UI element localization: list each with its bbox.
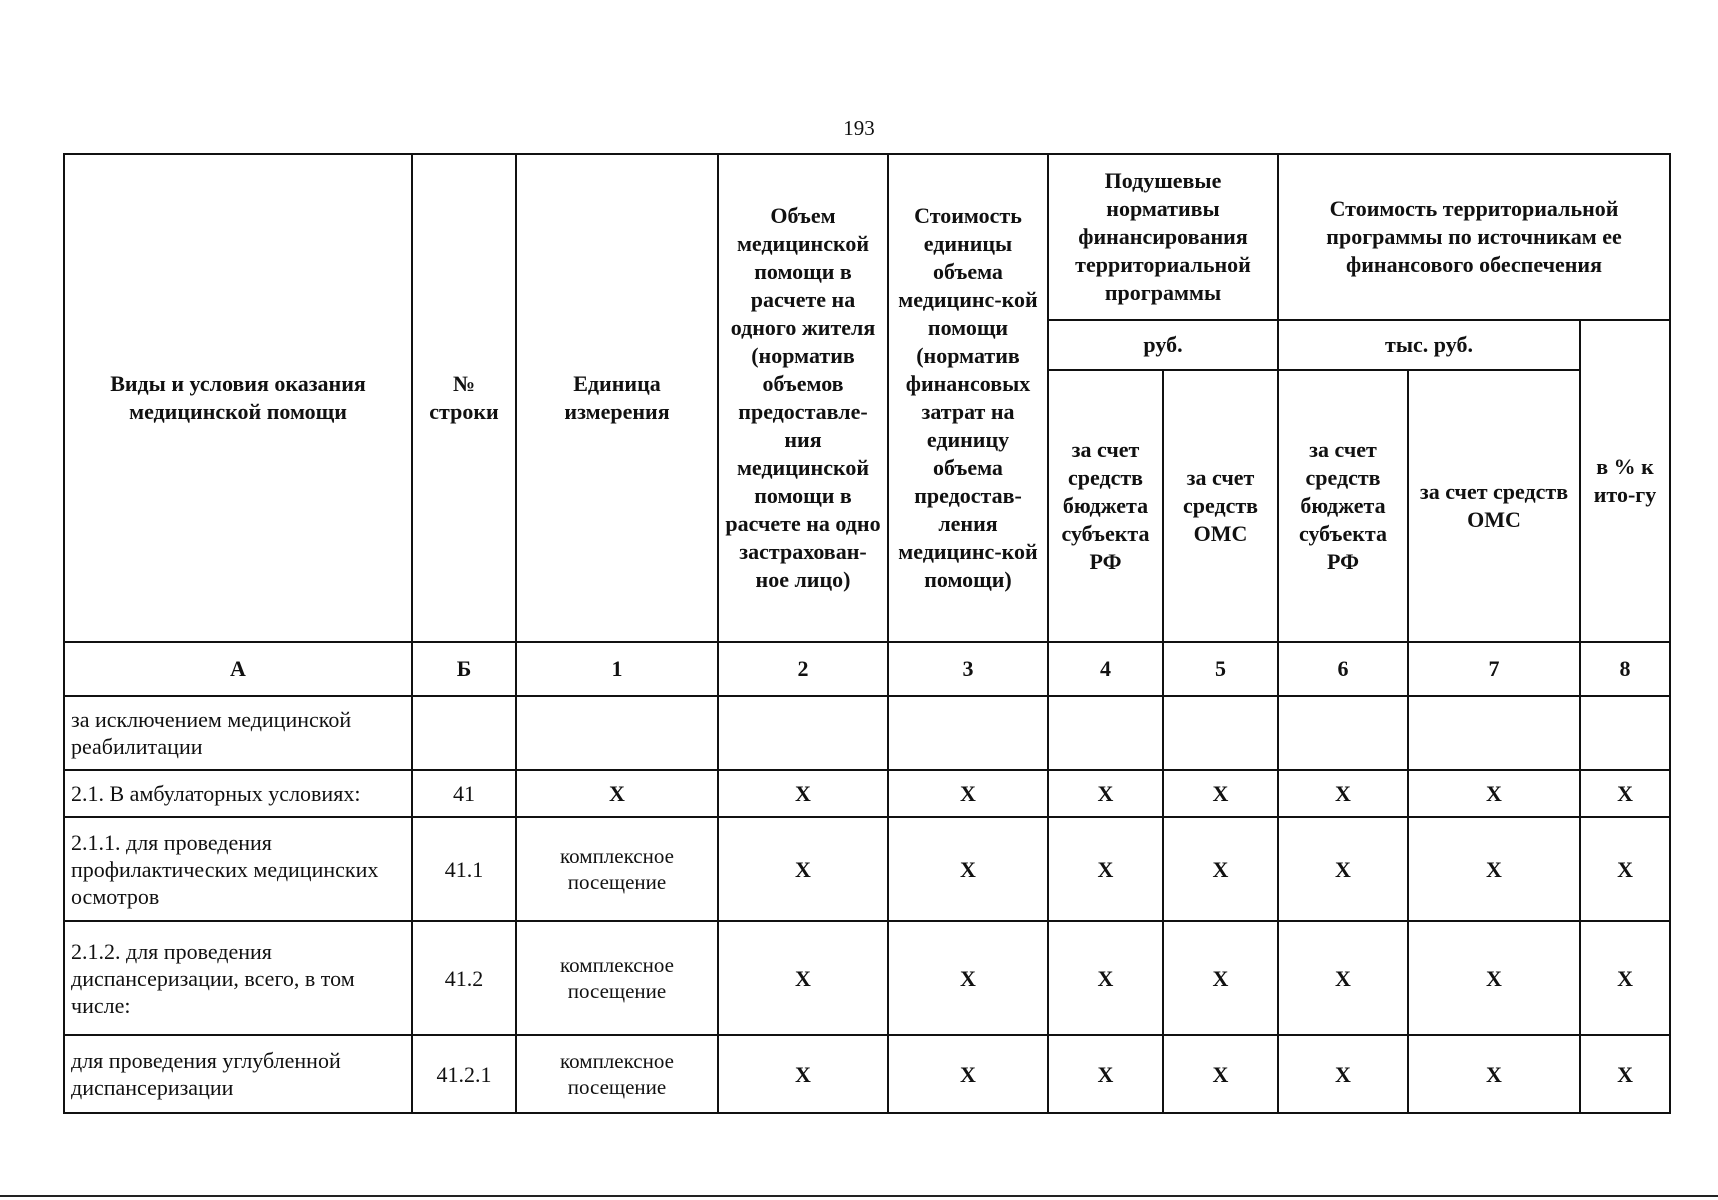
cell-value: X: [1278, 817, 1408, 921]
header-cost: Стоимость единицы объема медицинс-кой помощи (норматив финансовых затрат на единицу объема предостав-ления медицинс-кой помощи): [888, 154, 1048, 642]
column-index: 3: [888, 642, 1048, 696]
cell-value: X: [888, 921, 1048, 1035]
cell-value: X: [888, 1035, 1048, 1113]
cell-value: [888, 696, 1048, 770]
cell-value: X: [1048, 1035, 1163, 1113]
header-unit: Единица измерения: [516, 154, 718, 642]
header-rub: руб.: [1048, 320, 1278, 370]
cell-value: X: [1580, 770, 1670, 817]
cell-value: X: [1408, 921, 1580, 1035]
row-label: 2.1. В амбулаторных условиях:: [64, 770, 412, 817]
header-budget-4: за счет средств бюджета субъекта РФ: [1048, 370, 1163, 642]
cell-value: X: [1163, 1035, 1278, 1113]
cell-value: X: [1048, 921, 1163, 1035]
header-per-capita: Подушевые нормативы финансирования территориальной программы: [1048, 154, 1278, 320]
cell-value: [1048, 696, 1163, 770]
cell-value: [1408, 696, 1580, 770]
table-header: [64, 154, 1670, 696]
column-index: 8: [1580, 642, 1670, 696]
row-number: 41.2.1: [412, 1035, 516, 1113]
column-index: 7: [1408, 642, 1580, 696]
cell-value: [718, 696, 888, 770]
row-unit: комплексное посещение: [516, 817, 718, 921]
row-number: 41.2: [412, 921, 516, 1035]
row-unit: комплексное посещение: [516, 1035, 718, 1113]
column-index: 4: [1048, 642, 1163, 696]
cell-value: X: [1408, 817, 1580, 921]
column-index: 5: [1163, 642, 1278, 696]
table-row: [64, 696, 1670, 770]
row-unit: комплексное посещение: [516, 921, 718, 1035]
cell-value: X: [1408, 770, 1580, 817]
row-unit: [516, 696, 718, 770]
cell-value: X: [1163, 817, 1278, 921]
table-body: [64, 696, 1670, 1113]
row-label: 2.1.1. для проведения профилактических медицинских осмотров: [64, 817, 412, 921]
column-index-row: [64, 642, 1670, 696]
row-label: за исключением медицинской реабилитации: [64, 696, 412, 770]
header-oms-5: за счет средств ОМС: [1163, 370, 1278, 642]
cell-value: X: [888, 817, 1048, 921]
row-number: 41.1: [412, 817, 516, 921]
cell-value: X: [718, 1035, 888, 1113]
row-number: 41: [412, 770, 516, 817]
cell-value: X: [1580, 817, 1670, 921]
page-bottom-rule: [0, 1195, 1718, 1197]
cell-value: X: [1580, 921, 1670, 1035]
financing-table: [63, 153, 1671, 1114]
cell-value: [1580, 696, 1670, 770]
row-number: [412, 696, 516, 770]
cell-value: X: [718, 921, 888, 1035]
header-thous-rub: тыс. руб.: [1278, 320, 1580, 370]
column-index: 2: [718, 642, 888, 696]
header-oms-7: за счет средств ОМС: [1408, 370, 1580, 642]
cell-value: X: [1408, 1035, 1580, 1113]
cell-value: [1278, 696, 1408, 770]
column-index: 6: [1278, 642, 1408, 696]
cell-value: X: [718, 770, 888, 817]
header-volume: Объем медицинской помощи в расчете на одного жителя (норматив объемов предоставле-ния медицинской помощи в расчете на одно застрахован-ное лицо): [718, 154, 888, 642]
header-percent: в % к ито-гу: [1580, 320, 1670, 642]
page-number: 193: [843, 116, 875, 140]
table-row: [64, 817, 1670, 921]
header-program-cost: Стоимость территориальной программы по источникам ее финансового обеспечения: [1278, 154, 1670, 320]
column-index: Б: [412, 642, 516, 696]
header-row-no: № строки: [412, 154, 516, 642]
table-row: [64, 770, 1670, 817]
row-label: 2.1.2. для проведения диспансеризации, всего, в том числе:: [64, 921, 412, 1035]
row-unit: X: [516, 770, 718, 817]
cell-value: X: [1163, 921, 1278, 1035]
column-index: 1: [516, 642, 718, 696]
cell-value: X: [1278, 921, 1408, 1035]
cell-value: X: [1048, 770, 1163, 817]
table-row: [64, 1035, 1670, 1113]
row-label: для проведения углубленной диспансеризации: [64, 1035, 412, 1113]
cell-value: X: [1163, 770, 1278, 817]
column-index: А: [64, 642, 412, 696]
cell-value: X: [718, 817, 888, 921]
cell-value: X: [888, 770, 1048, 817]
cell-value: X: [1278, 770, 1408, 817]
cell-value: [1163, 696, 1278, 770]
header-kind: Виды и условия оказания медицинской помощи: [64, 154, 412, 642]
cell-value: X: [1580, 1035, 1670, 1113]
table-row: [64, 921, 1670, 1035]
cell-value: X: [1048, 817, 1163, 921]
cell-value: X: [1278, 1035, 1408, 1113]
header-budget-6: за счет средств бюджета субъекта РФ: [1278, 370, 1408, 642]
